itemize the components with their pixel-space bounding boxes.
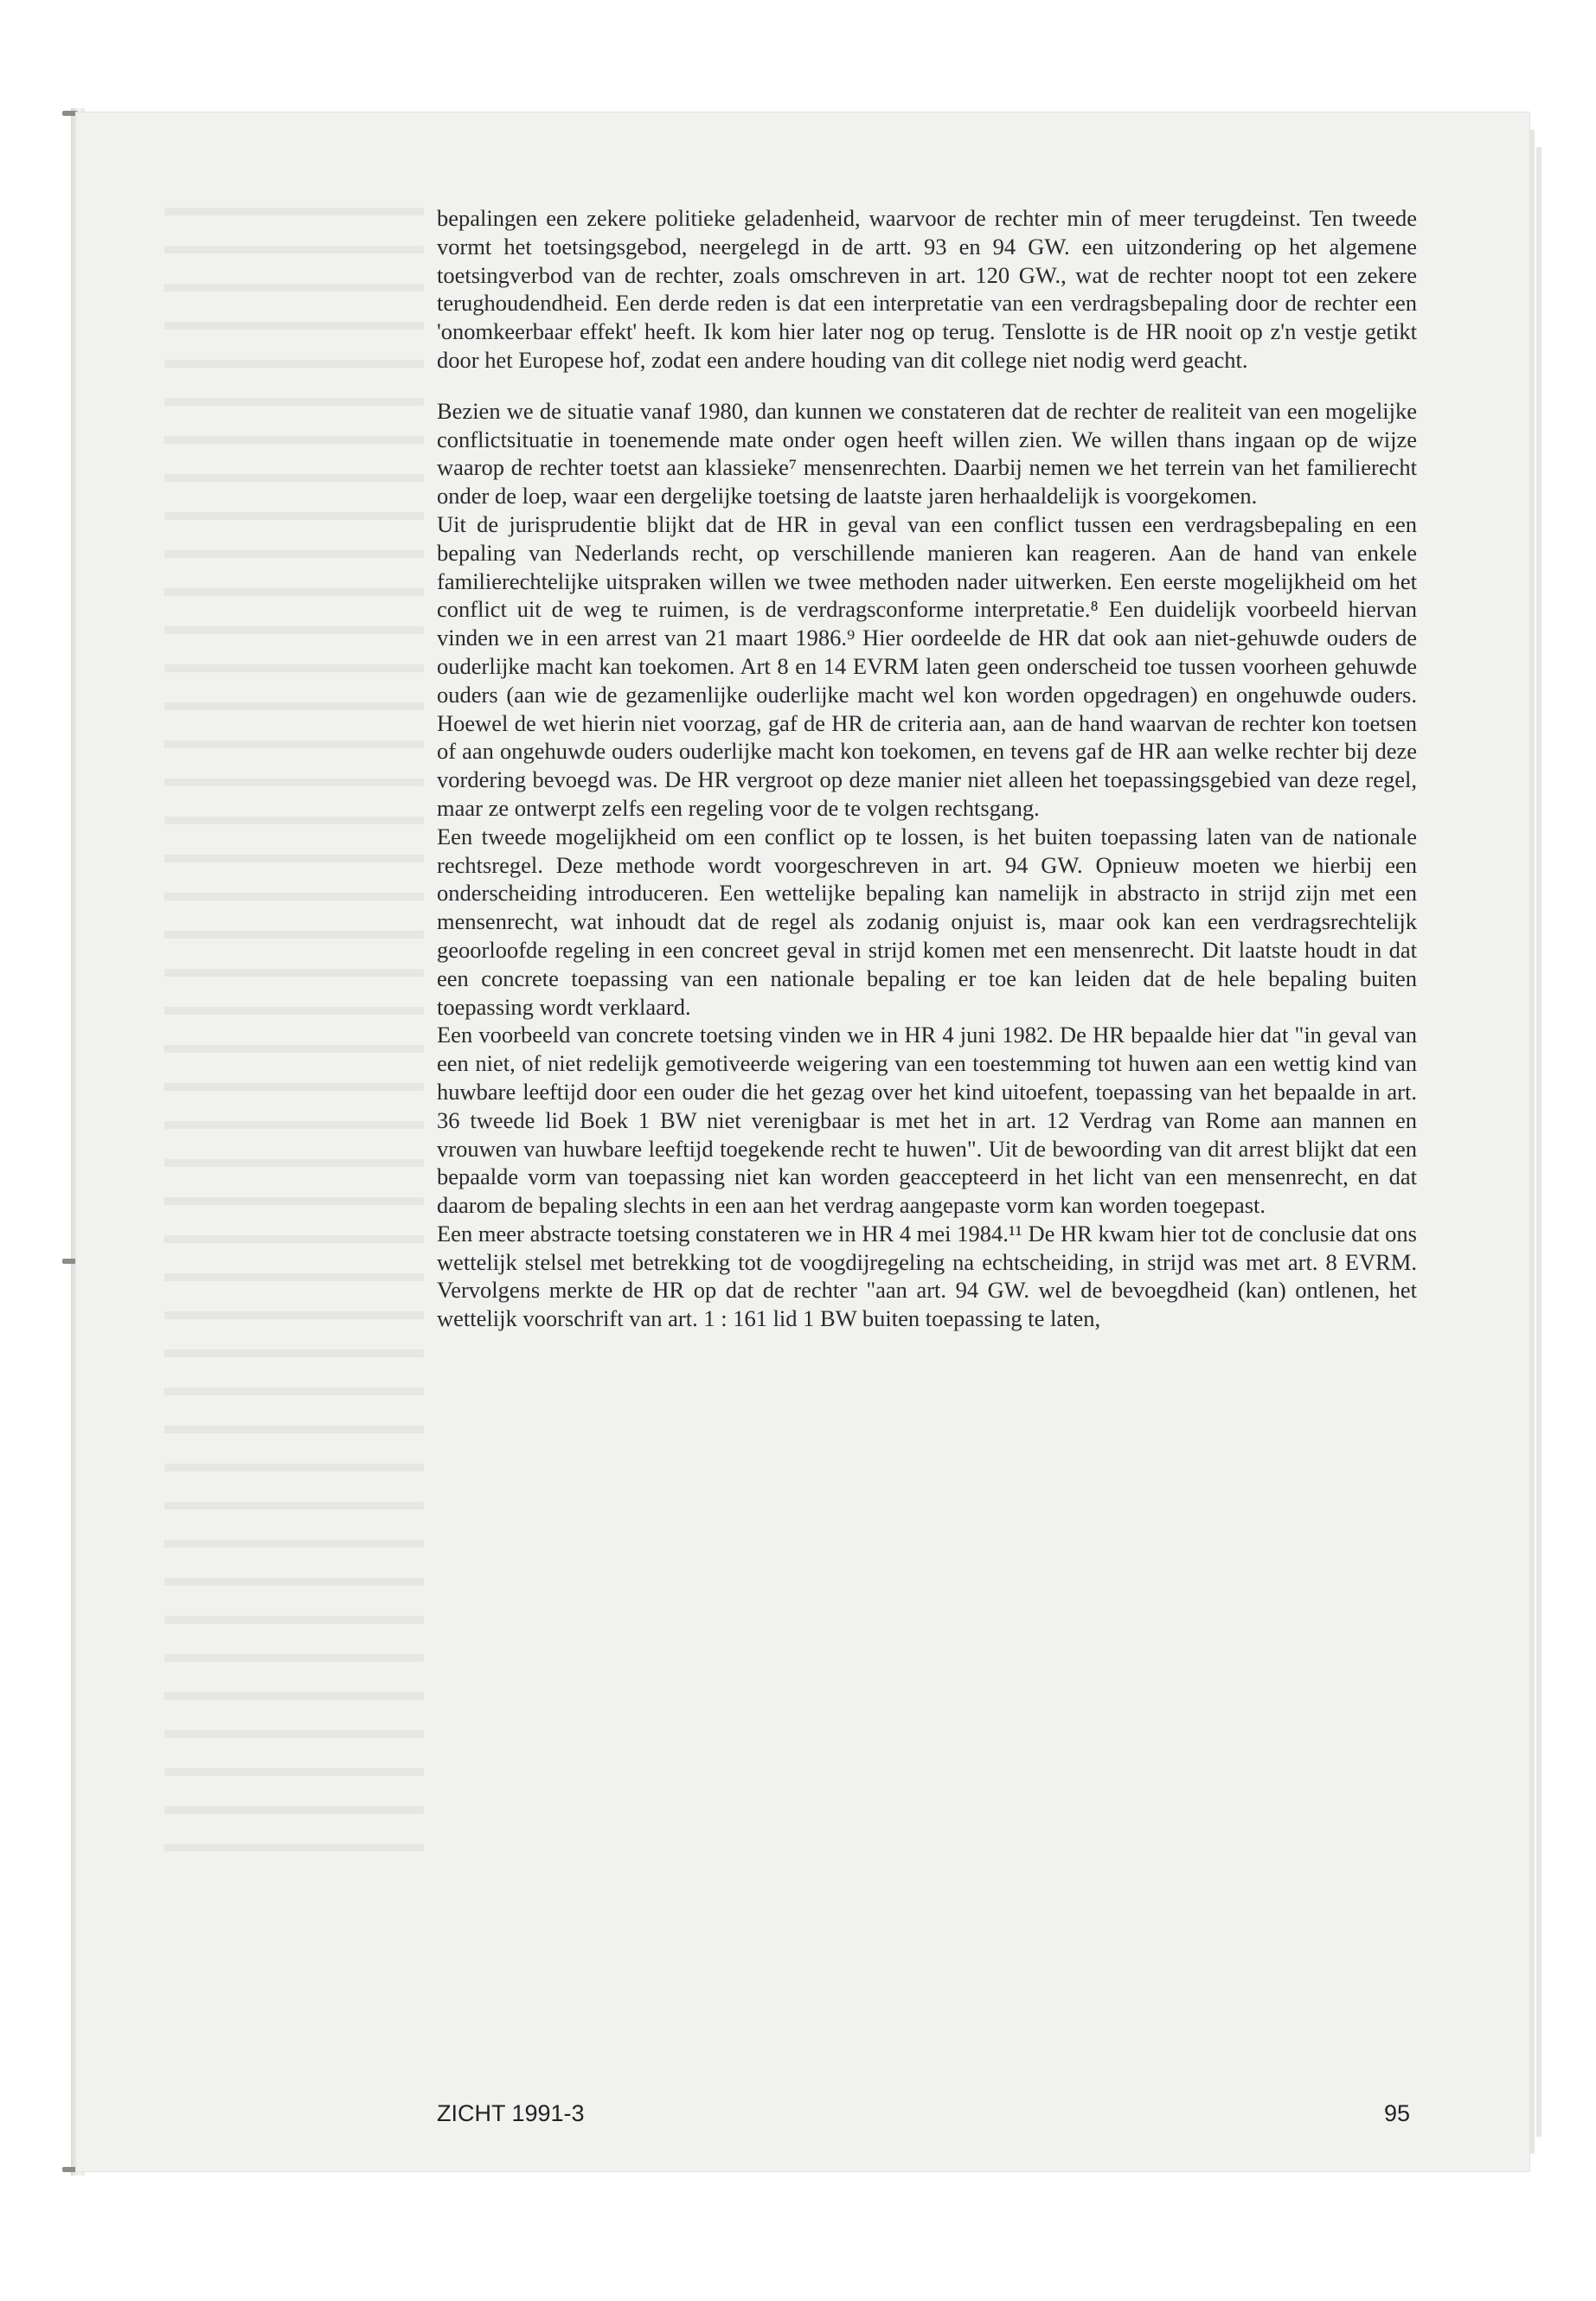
article-body	[437, 204, 1417, 1333]
page-number: 95	[1384, 2100, 1411, 2126]
journal-footer: ZICHT 1991-3	[437, 2100, 585, 2126]
paragraph: Bezien we de situatie vanaf 1980, dan kunnen we constateren dat de rechter de realiteit van een mogelijke conflictsituatie in toenemende mate onder ogen heeft willen zien. We willen thans ingaan op de wijze waarop de rechter toetst aan klassieke⁷ mensenrechten. Daarbij nemen we het terrein van het familierecht onder de loep, waar een dergelijke toetsing de laatste jaren herhaaldelijk is voorgekomen.	[437, 397, 1417, 510]
paragraph: Uit de jurisprudentie blijkt dat de HR in geval van een conflict tussen een verdragsbepaling en een bepaling van Nederlands recht, op verschillende manieren kan reageren. Aan de hand van enkele familierechtelijke uitspraken willen we twee methoden nader uitwerken. Een eerste mogelijkheid om het conflict uit de weg te ruimen, is de verdragsconforme interpretatie.⁸ Een duidelijk voorbeeld hiervan vinden we in een arrest van 21 maart 1986.⁹ Hier oordeelde de HR dat ook aan niet-gehuwde ouders de ouderlijke macht kan toekomen. Art 8 en 14 EVRM laten geen onderscheid toe tussen voorheen gehuwde ouders (aan wie de gezamenlijke ouderlijke macht wel kon worden opgedragen) en ongehuwde ouders. Hoewel de wet hierin niet voorzag, gaf de HR de criteria aan, aan de hand waarvan de rechter kon toetsen of aan ongehuwde ouders ouderlijke macht kon toekomen, en tevens gaf de HR aan welke rechter bij deze vordering bevoegd was. De HR vergroot op deze manier niet alleen het toepassingsgebied van deze regel, maar ze ontwerpt zelfs een regeling voor de te volgen rechtsgang.	[437, 510, 1417, 821]
paragraph: Een tweede mogelijkheid om een conflict op te lossen, is het buiten toepassing laten van de nationale rechtsregel. Deze methode wordt voorgeschreven in art. 94 GW. Opnieuw moeten we hierbij een onderscheiding introduceren. Een wettelijke bepaling kan namelijk in abstracto in strijd zijn met een mensenrecht, wat inhoudt dat de regel als zodanig onjuist is, maar ook kan een verdragsrechtelijk geoorloofde regeling in een concreet geval in strijd komen met een mensenrecht. Dit laatste houdt in dat een concrete toepassing van een nationale bepaling er toe kan leiden dat de hele bepaling buiten toepassing wordt verklaard.	[437, 823, 1417, 1020]
page-edge	[1529, 130, 1535, 2154]
page-edge	[1536, 147, 1542, 2137]
bleed-through-shadow	[164, 208, 424, 1851]
paragraph: Een voorbeeld van concrete toetsing vinden we in HR 4 juni 1982. De HR bepaalde hier dat "in geval van een niet, of niet redelijk gemotiveerde weigering van een toestemming tot huwen aan een wettig kind van huwbare leeftijd door een ouder die het gezag over het kind uitoefent, toepassing van het bepaalde in art. 36 tweede lid Boek 1 BW niet verenigbaar is met het in art. 12 Verdrag van Rome aan mannen en vrouwen van huwbare leeftijd toegekende recht te huwen". Uit de bewoording van dit arrest blijkt dat een bepaalde vorm van toepassing niet kan worden geaccepteerd in het licht van een mensenrecht, en dat daarom de bepaling slechts in een aan het verdrag aangepaste vorm kan worden toegepast.	[437, 1022, 1417, 1219]
paragraph: bepalingen een zekere politieke geladenheid, waarvoor de rechter min of meer terugdeinst. Ten tweede vormt het toetsingsgebod, neergelegd in de artt. 93 en 94 GW. een uitzondering op het algemene toetsingverbod van de rechter, zoals omschreven in art. 120 GW., wat de rechter noopt tot een zekere terughoudendheid. Een derde reden is dat een interpretatie van een verdragsbepaling door de rechter een 'onomkeerbaar effekt' heeft. Ik kom hier later nog op terug. Tenslotte is de HR nooit op z'n vestje getikt door het Europese hof, zodat een andere houding van dit college niet nodig werd geacht.	[437, 205, 1417, 373]
paragraph: Een meer abstracte toetsing constateren we in HR 4 mei 1984.¹¹ De HR kwam hier tot de conclusie dat ons wettelijk stelsel met betrekking tot de voogdijregeling na echtscheiding, in strijd was met art. 8 EVRM. Vervolgens merkte de HR op dat de rechter "aan art. 94 GW. wel de bevoegdheid (kan) ontlenen, het wettelijk voorschrift van art. 1 : 161 lid 1 BW buiten toepassing te laten,	[437, 1220, 1417, 1332]
